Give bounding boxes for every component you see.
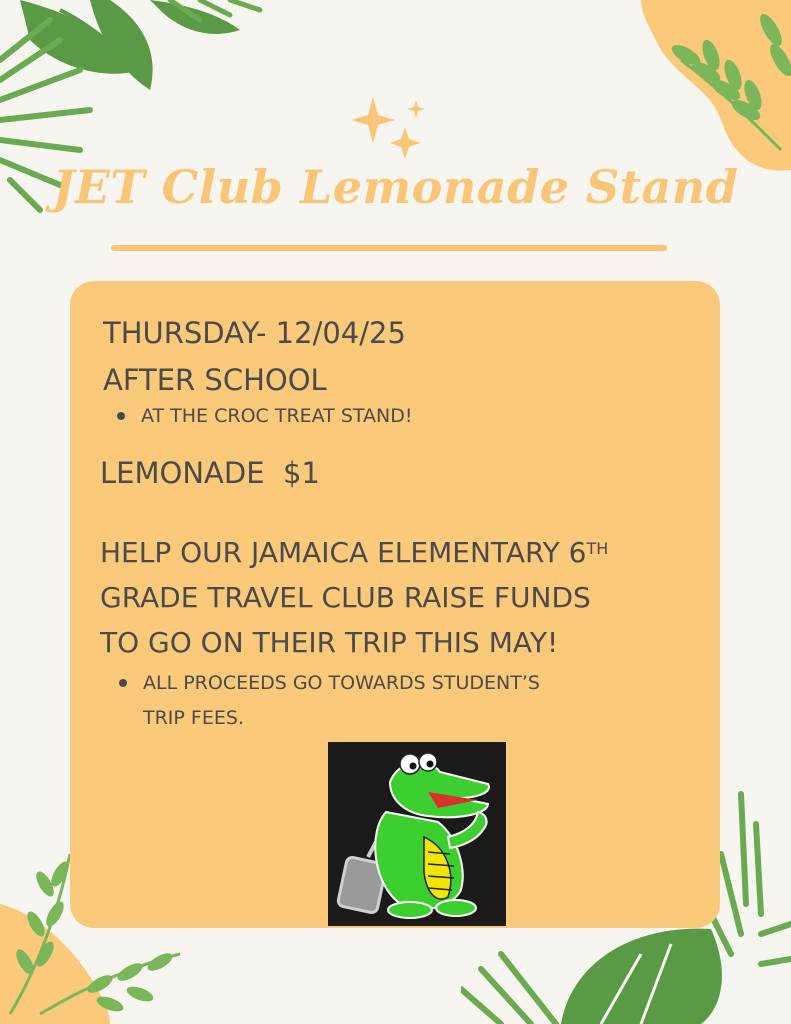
sparkle-icon xyxy=(345,95,435,165)
leaf-decoration-top-right xyxy=(631,0,791,180)
crocodile-mascot xyxy=(328,742,506,926)
help-line-1: HELP OUR JAMAICA ELEMENTARY 6TH xyxy=(100,536,609,569)
fundraiser-description xyxy=(100,530,608,665)
help-line-2: GRADE TRAVEL CLUB RAISE FUNDS xyxy=(100,581,591,614)
proceeds-bullet: ALL PROCEEDS GO TOWARDS STUDENT’S xyxy=(143,672,540,694)
price-line: LEMONADE $1 xyxy=(100,456,320,490)
page-title: JET Club Lemonade Stand xyxy=(52,160,739,214)
location-bullet: AT THE CROC TREAT STAND! xyxy=(141,405,413,427)
event-date: THURSDAY- 12/04/25 xyxy=(103,316,406,350)
proceeds-bullet-continued: TRIP FEES. xyxy=(143,707,244,729)
help-line-3: TO GO ON THEIR TRIP THIS MAY! xyxy=(100,626,559,659)
event-time: AFTER SCHOOL xyxy=(103,363,327,397)
title-divider xyxy=(111,245,667,251)
